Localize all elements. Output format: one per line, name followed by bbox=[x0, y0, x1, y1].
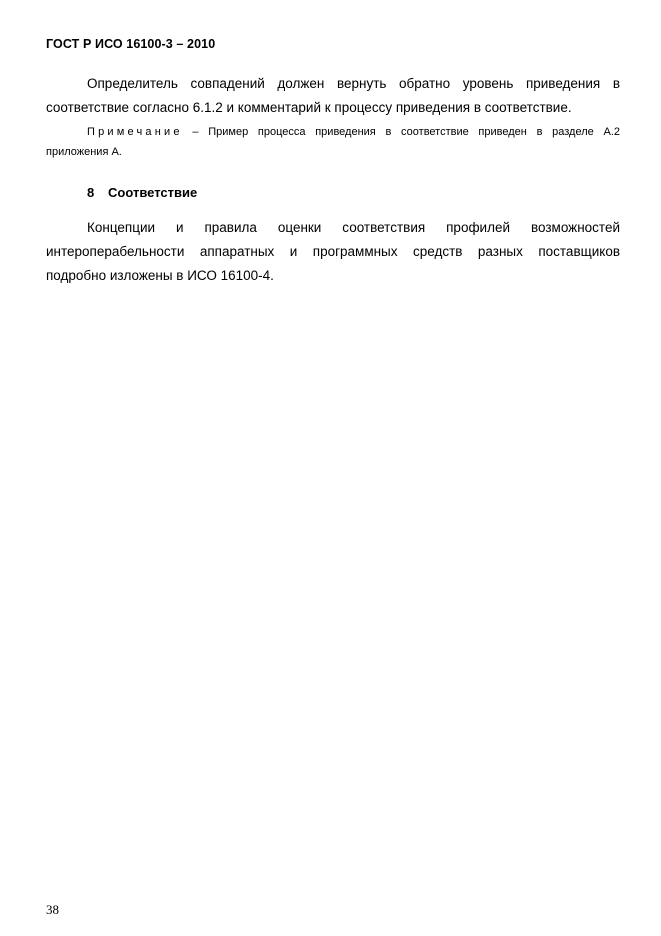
page-content bbox=[46, 72, 620, 288]
section-title: Соответствие bbox=[108, 185, 198, 200]
note-text: – Пример процесса приведения в соответствие приведен в разделе А.2 bbox=[182, 126, 620, 138]
paragraph-matcher bbox=[46, 72, 620, 120]
paragraph-line: интероперабельности аппаратных и программных средств разных поставщиков bbox=[46, 244, 620, 259]
document-header: ГОСТ Р ИСО 16100-3 – 2010 bbox=[46, 37, 216, 51]
section-number: 8 bbox=[87, 185, 95, 200]
paragraph-line: соответствие согласно 6.1.2 и комментарий к процессу приведения в соответствие. bbox=[46, 100, 572, 115]
note-line bbox=[46, 122, 620, 142]
paragraph-line: Концепции и правила оценки соответствия профилей возможностей bbox=[87, 220, 620, 235]
paragraph-line: подробно изложены в ИСО 16100-4. bbox=[46, 268, 274, 283]
note-line: приложения А. bbox=[46, 146, 122, 158]
page-number: 38 bbox=[46, 902, 59, 917]
section-heading bbox=[46, 181, 620, 205]
paragraph-conformance bbox=[46, 216, 620, 288]
note-label: Примечание bbox=[87, 126, 183, 138]
note-block bbox=[46, 122, 620, 162]
paragraph-line: Определитель совпадений должен вернуть обратно уровень приведения в bbox=[87, 76, 620, 91]
